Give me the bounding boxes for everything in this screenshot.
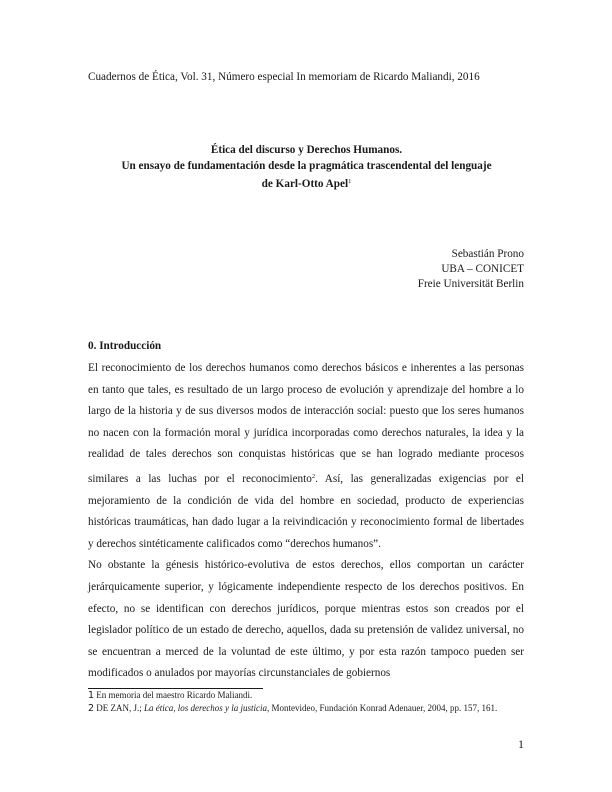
body-text (88, 358, 524, 685)
author-affiliation-2: Freie Universität Berlin (417, 278, 524, 290)
title-footnote-marker[interactable]: 1 (348, 178, 352, 185)
paragraph-1-part-1: El reconocimiento de los derechos humanos como derechos básicos e inherentes a las personas en tanto que tales, es resultado de un largo proceso de evolución y aprendizaje del hombre a lo largo de la historia y de sus diversos modos de interacción social: puesto que los seres humanos no nacen con la formación moral y jurídica incorporadas como derechos naturales, la idea y la realidad de tales derechos son conquistas históricas que se han logrado mediante procesos similares a las luchas por el reconocimiento (88, 362, 524, 485)
footnote-1-text: En memoria del maestro Ricardo Maliandi. (94, 690, 253, 700)
footnote-2-rest: , Montevideo, Fundación Konrad Adenauer, 2004, pp. 157, 161. (266, 702, 498, 713)
footnote-1-number: 1 (88, 690, 95, 701)
journal-citation: Cuadernos de Ética, Vol. 31, Número especial In memoriam de Ricardo Maliandi, 2016 (88, 71, 480, 83)
title-line-3-text: de Karl-Otto Apel (261, 178, 349, 190)
paragraph-1 (88, 358, 524, 555)
title-line-3 (88, 174, 525, 192)
paragraph-1-part-2: . Así, las generalizadas exigencias por el mejoramiento de la condición de vida del hombre en sociedad, producto de experiencias históricas traumáticas, han dado lugar a la reivindicación y reconocimiento formal de libertades y derechos sintéticamente calificados como “derechos humanos”. (88, 472, 525, 550)
paragraph-2: No obstante la génesis histórico-evolutiva de estos derechos, ellos comportan un carácter jerárquicamente superior, y lógicamente independiente respecto de los derechos positivos. En efecto, no se identifican con derechos jurídicos, porque mientras estos son creados por el legislador político de un estado de derecho, aquellos, dada su pretensión de validez universal, no se encuentran a merced de la voluntad de este último, y por esta razón tampoco pueden ser modificados o anulados por mayorías circunstanciales de gobiernos (88, 559, 524, 680)
footnote-2-number: 2 (88, 702, 95, 714)
footnote-2-title: La ética, los derechos y la justicia (144, 702, 267, 713)
author-affiliation-1: UBA – CONICET (441, 263, 524, 275)
footnote-1 (88, 690, 524, 702)
page-number: 1 (518, 737, 524, 751)
title-line-2: Un ensayo de fundamentación desde la pragmática trascendental del lenguaje (121, 160, 492, 172)
footnote-2 (88, 703, 524, 715)
footnote-separator (88, 688, 263, 689)
footnote-2-author: DE ZAN, J.; (94, 702, 145, 713)
footnote-marker-2[interactable]: 2 (311, 472, 316, 480)
author-name: Sebastián Prono (451, 248, 524, 260)
footnotes (88, 690, 524, 715)
section-heading: 0. Introducción (88, 340, 162, 352)
title-line-1: Ética del discurso y Derechos Humanos. (210, 144, 403, 156)
